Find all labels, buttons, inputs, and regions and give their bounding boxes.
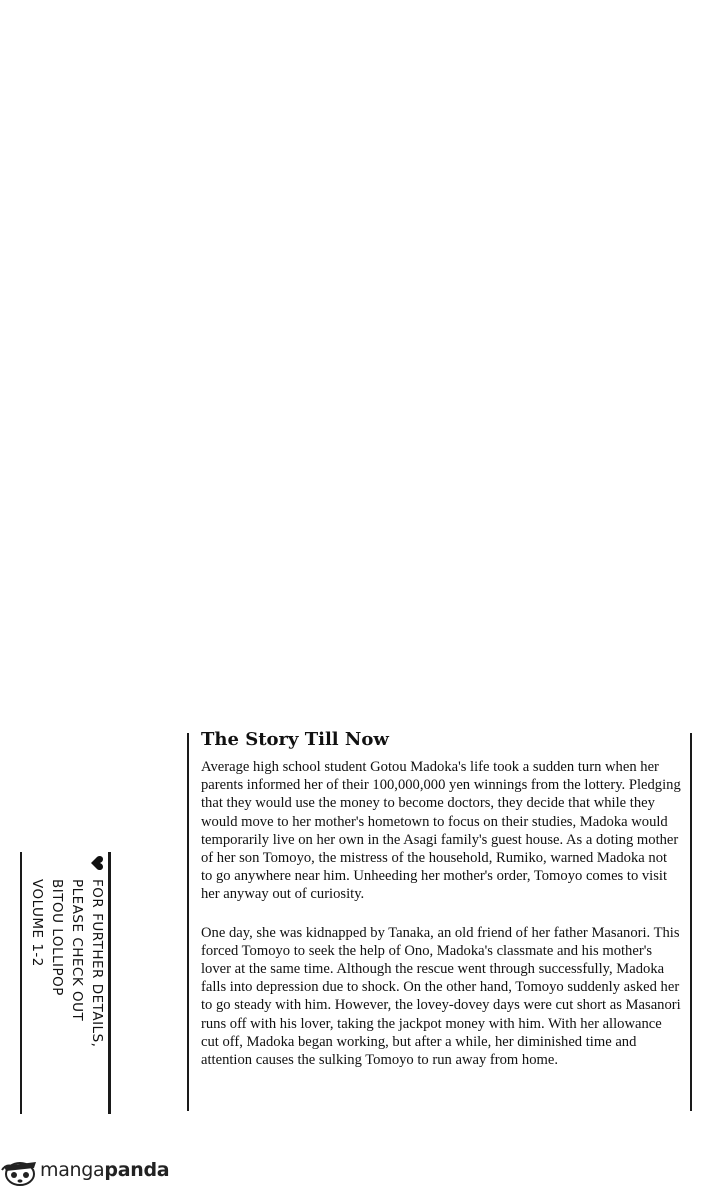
logo-text-light: manga	[40, 1159, 105, 1181]
note-line-2: PLEASE CHECK OUT	[69, 879, 85, 1022]
story-paragraph-2: One day, she was kidnapped by Tanaka, an old friend of her father Masanori. This forced Tomoyo to seek the help of Ono, Madoka's classmate and his mother's lover at the same time. Although the rescue went through successfully, Madoka falls into depression due to shock. On the other hand, Tomoyo suddenly asked her to go steady with him. However, the lovey-dovey days were cut short as Masanori runs off with his lover, taking the jackpot money with him. With her allowance cut off, Madoka began working, but after a while, her diminished time and attention causes the sulking Tomoyo to run away from home.	[201, 924, 681, 1069]
note-rule	[108, 852, 111, 1114]
left-border-rule	[187, 733, 189, 1111]
note-line-4: VOLUME 1-2	[29, 879, 45, 967]
right-border-rule	[690, 733, 692, 1111]
note-left-rule	[20, 852, 22, 1114]
note-line-1: FOR FURTHER DETAILS,	[89, 879, 105, 1048]
panda-head-icon	[0, 1154, 40, 1188]
further-details-note	[25, 853, 105, 1113]
note-line-3: BITOU LOLLIPOP	[49, 879, 65, 996]
heart-icon	[89, 855, 105, 871]
logo-text-bold: panda	[104, 1159, 170, 1181]
mangapanda-logo	[0, 1150, 180, 1190]
story-summary	[201, 728, 681, 1069]
story-title: The Story Till Now	[201, 729, 389, 750]
story-paragraph-1: Average high school student Gotou Madoka's life took a sudden turn when her parents informed her of their 100,000,000 yen winnings from the lottery. Pledging that they would use the money to become doctors, they decide that while they would move to her mother's hometown to focus on their studies, Madoka would temporarily live on her own in the Asagi family's guest house. As a doting mother of her son Tomoyo, the mistress of the household, Rumiko, warned Madoka not to go anywhere near him. Unheeding her mother's order, Tomoyo comes to visit her anyway out of curiosity.	[201, 759, 681, 903]
